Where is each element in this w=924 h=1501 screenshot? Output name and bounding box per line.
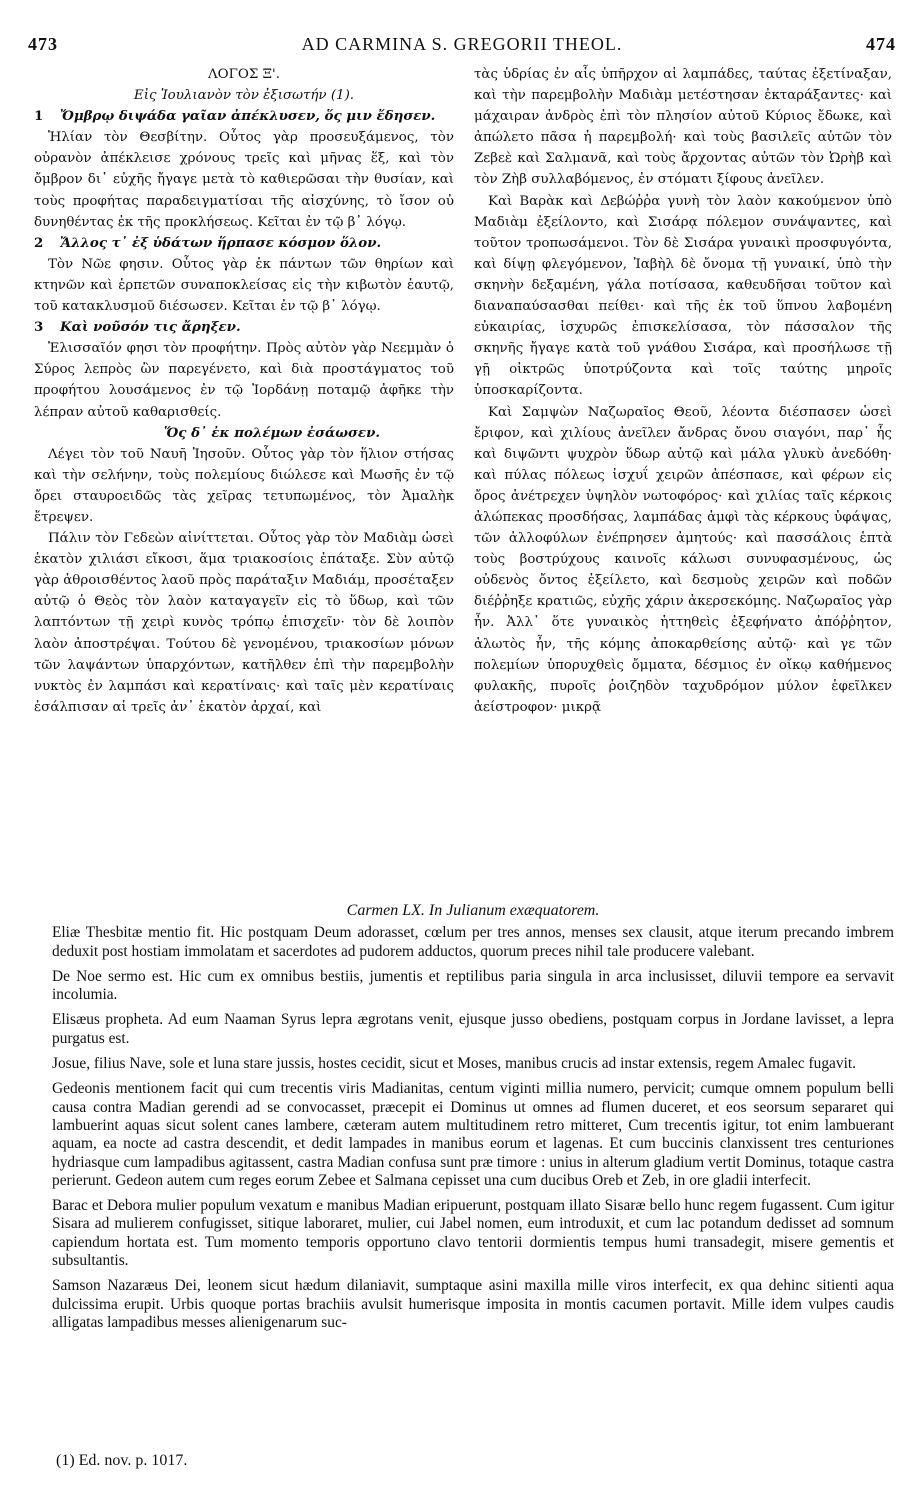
lemma-3 (34, 317, 454, 338)
commentary-paragraph: Ἐλισσαῖόν φησι τὸν προφήτην. Πρὸς αὐτὸν γὰρ Νεεμμὰν ὁ Σύρος λεπρὸς ὢν παρεγένετο, καὶ διὰ προστάγματος τοῦ προφήτου λουσάμενος ἐν τῷ Ἰορδάνῃ ποταμῷ ἀφῆκε τὴν λέπραν αὐτοῦ καθαρισθείς. (34, 341, 454, 420)
running-head (28, 34, 896, 56)
latin-paragraph: Gedeonis mentionem facit qui cum trecentis viris Madianitas, centum viginti millia numero, pervicit; cumque omnem populum belli causa contra Madian gerendi ad se convocasset, præcepit ei Dominus ut omnes ad flumen duceret, et eos seorsum separaret qui lambuerint aquas sicut solent canes lambere, cæteram autem multitudinem retro mitteret, Cum trecentis igitur, tot enim lambuerant aquam, ea nocte ad castra descendit, et dedit lampades in manibus eorum et lagenas. Et cum buccinis clanxissent tres centuriones hydriasque cum lampadibus agitassent, castra Madian confusa sunt præ timore : unius in alterum gladium vertit Dominus, totaque castra perierunt. Gedeon autem cum reges eorum Zebee et Salmana cepisset una cum ducibus Oreb et Zeb, in ore gladii interfecit. (52, 1080, 894, 1189)
lemma-text: Ἄλλος τ᾽ ἐξ ὑδάτων ἥρπασε κόσμον ὅλον. (60, 234, 382, 251)
running-title: AD CARMINA S. GREGORII THEOL. (301, 34, 623, 54)
commentary-paragraph: Καὶ Βαρὰκ καὶ Δεβώῤῥα γυνὴ τὸν λαὸν κακούμενον ὑπὸ Μαδιὰμ ἐξείλοντο, καὶ Σισάρᾳ πόλεμον συνάψαντες, καὶ τοῦτον τροπωσάμενοι. Τὸν δὲ Σισάρα γυναικὶ προσφυγόντα, καὶ δίψῃ φλεγόμενον, Ἰαβὴλ δὲ ὄνομα τῇ γυναικί, ὑπὸ τὴν σκηνὴν δεξαμένη, γάλα ποτίσασα, καθευδῆσαι τοῦτον καὶ διαναπαύσασθαι πείθει· καὶ τῆς ἐκ τοῦ ὕπνου λαβομένη εὐκαιρίας, ἰσχυρῶς ἐπισκελίσασα, τὸν πάσσαλον τῆς σκηνῆς ἤγαγε κατὰ τοῦ γνάθου Σισάρα, καὶ προσήλωσε τῇ γῇ οἰκτρῶς ὑποτρύζοντα καὶ τοῖς ταύτης μηροῖς ὑποσκαρίζοντα. (474, 193, 892, 399)
latin-paragraph: Elisæus propheta. Ad eum Naaman Syrus lepra ægrotans venit, ejusque jusso obediens, postquam corpus in Jordane lavisset, a lepra purgatus est. (52, 1011, 894, 1047)
lemma-text: Ὄμβρῳ διψάδα γαῖαν ἀπέκλυσεν, ὅς μιν ἔδησεν. (60, 108, 436, 125)
latin-paragraph: Eliæ Thesbitæ mentio fit. Hic postquam Deum adorasset, cœlum per tres annos, menses sex clausit, atque iterum precando imbrem deduxit post hostiam immolatam et sacerdotes ad pudorem adductos, quorum preces nihil tale producere valebant. (52, 924, 894, 960)
commentary-paragraph: Λέγει τὸν τοῦ Ναυῆ Ἰησοῦν. Οὗτος γὰρ τὸν ἥλιον στήσας καὶ τὴν σελήνην, τοὺς πολεμίους διώλεσε καὶ Μωσῆς ἐν τῷ ὄρει σταυροειδῶς τὰς χεῖρας τετυπωμένος, τὸν Ἀμαλὴκ ἔτρεψεν. (34, 446, 454, 525)
page-number-left: 473 (28, 34, 58, 54)
lemma-number: 3 (34, 319, 44, 336)
latin-translation (52, 902, 894, 1339)
greek-column-right (474, 64, 892, 718)
page-number-right: 474 (866, 34, 896, 54)
lemma-1 (34, 106, 454, 127)
lemma-text: Καὶ νοῦσόν τις ἄρηξεν. (60, 319, 241, 336)
latin-title: Carmen LX. In Julianum exæquatorem. (346, 902, 600, 919)
lemma-4: Ὅς δ᾽ ἐκ πολέμων ἐσάωσεν. (164, 424, 381, 441)
latin-paragraph: De Noe sermo est. Hic cum ex omnibus bestiis, jumentis et reptilibus paria singula in arca inclusisset, diluvii tempore ea servavit incolumia. (52, 967, 894, 1004)
greek-column-left (34, 64, 454, 718)
lemma-number: 2 (34, 234, 44, 251)
commentary-paragraph: Πάλιν τὸν Γεδεὼν αἰνίττεται. Οὗτος γὰρ τὸν Μαδιὰμ ὡσεὶ ἑκατὸν χιλιάσι εἴκοσι, ἅμα τριακοσίοις ἐπάταξε. Σὺν αὐτῷ γὰρ ἀθροισθέντος λαοῦ πρὸς παράταξιν Μαδιάμ, προσέταξεν αὐτῷ ὁ Θεὸς τὸν λαὸν καταγαγεῖν εἰς τὸ ὕδωρ, καὶ τῶν λαπτόντων τῇ χειρὶ κυνὸς τρόπῳ ἐπισχεῖν· τὸν δὲ λοιπὸν λαὸν ἀποστρέψαι. Τούτου δὲ γενομένου, τριακοσίων μόνων τῶν λαψάντων ὑπαρχόντων, κατῆλθεν ἐπὶ τὴν παρεμβολὴν νυκτὸς ἐν λαμπάσι καὶ κερατίναις· καὶ ταῖς μὲν κερατίναις ἐσάλπισαν αἱ τρεῖς ἀν᾽ ἑκατὸν ἀρχαί, καὶ (34, 531, 454, 715)
section-heading: ΛΟΓΟΣ Ξ'. (207, 67, 280, 82)
latin-paragraph: Josue, filius Nave, sole et luna stare jussis, hostes cecidit, sicut et Moses, manibus crucis ad instar extensis, regem Amalec fugavit. (52, 1055, 856, 1073)
commentary-paragraph: Καὶ Σαμψὼν Ναζωραῖος Θεοῦ, λέοντα διέσπασεν ὡσεὶ ἔριφον, καὶ χιλίους ἀνεῖλεν ἄνδρας ὄνου σιαγόνι, παρ᾽ ἧς καὶ διψῶντι ψυχρὸν ὕδωρ αὐτῷ καὶ μάλα γλυκὺ ἀνεδόθη· καὶ πύλας πόλεως ἰσχυΐ χειρῶν ἀπέσπασε, καὶ φέρων εἰς ὄρος ἀνέτρεχεν ὑψηλὸν νωτοφόρος· καὶ χιλίας ταῖς κέρκοις ἀλώπεκας προσδήσας, λαμπάδας ἀμφὶ τὰς κέρκους ὑφάψας, τῶν ἀλλοφύλων ἐνέπρησεν ἀμητούς· καὶ πασσάλοις ἑπτὰ τοὺς βοστρύχους καινοῖς κάλωσι συνυφασμένους, ὡς οὐδενὸς ὄντος ἐξείλετο, καὶ δεσμοὺς χειρῶν καὶ ποδῶν διέῤῥηξε κρατιῶς, εὐχῆς χάριν ἀκερσεκόμης. Ναζωραῖος γὰρ ἦν. Ἀλλ᾽ ὅτε γυναικὸς ἡττηθεὶς ἐξεφήνατο ἀπόῤῥητον, ἁλωτὸς ἦν, τῆς κόμης ἀποκαρθείσης αὐτῷ· καὶ γε τῶν πολεμίων ὑπορυχθεὶς ὄμματα, δέσμιος ἐν οἴκῳ καθήμενος φυλακῆς, πυροῖς ῥοιζηδὸν ταχυδρόμον μύλον ἐφεῖλκεν ἀείστροφον· μικρᾷ (474, 404, 892, 715)
latin-paragraph: Barac et Debora mulier populum vexatum e manibus Madian eripuerunt, postquam illato Sisaræ bello hunc regem fugassent. Cum igitur Sisara ad mulierem confugisset, sitique laboraret, mulier, cui Jabel nomen, eum introduxit, et cum lac potandum dedisset ad somnum capiendum hortata est. Tum momento temporis opportuno clavo tentorii dormientis tempus humi transadegit, misere gementis et subsultantis. (52, 1197, 894, 1270)
commentary-paragraph: Ἡλίαν τὸν Θεσβίτην. Οὗτος γὰρ προσευξάμενος, τὸν οὐρανὸν ἀπέκλεισε χρόνους τρεῖς καὶ μῆνας ἕξ, καὶ τὸν ὄμβρον δι᾽ εὐχῆς ἤγαγε μετὰ τὸ καθιερῶσαι τὴν θυσίαν, καὶ τοὺς προφήτας παραδειγματίσαι τῆς αἰσχύνης, τὸ ἴσον οὐ δυνηθέντας ἐκ τῆς προκλήσεως. Κεῖται ἐν τῷ β᾽ λόγῳ. (34, 130, 454, 230)
section-subheading: Εἰς Ἰουλιανὸν τὸν ἐξισωτήν (1). (133, 88, 355, 104)
lemma-number: 1 (34, 108, 44, 125)
lemma-2 (34, 233, 454, 254)
commentary-paragraph: τὰς ὑδρίας ἐν αἷς ὑπῆρχον αἱ λαμπάδες, ταύτας ἐξετίναξαν, καὶ τὴν παρεμβολὴν Μαδιὰμ μετέστησαν ἐκταράξαντες· καὶ μάχαιραν ἀνδρὸς ἐπὶ τὸν πλησίον αὐτοῦ Κύριος ἔδωκε, καὶ ἀπώλετο πᾶσα ἡ παρεμβολή· καὶ τοὺς βασιλεῖς αὐτῶν τὸν Ζεβεὲ καὶ Σαλμανᾶ, καὶ τοὺς ἄρχοντας αὐτῶν τὸν Ὠρὴβ καὶ τὸν Ζὴβ συλλαβόμενος, ἐν στόματι ξίφους ἀνεῖλεν. (474, 67, 892, 188)
latin-paragraph: Samson Nazaræus Dei, leonem sicut hædum dilaniavit, sumptaque asini maxilla mille viros interfecit, ex qua dehinc sitienti aqua dulcissima erupit. Urbis quoque portas brachiis avulsit humerisque imposita in montis cacumen portavit. Mille idem vulpes caudis alligatas lampadibus messes alienigenarum suc- (52, 1277, 894, 1331)
commentary-paragraph: Τὸν Νῶε φησιν. Οὗτος γὰρ ἐκ πάντων τῶν θηρίων καὶ κτηνῶν καὶ ἑρπετῶν συναποκλείσας εἰς τὴν κιβωτὸν ἑαυτῷ, τοῦ κατακλυσμοῦ διέσωσεν. Κεῖται ἐν τῷ β᾽ λόγῳ. (34, 256, 454, 315)
footnote: (1) Ed. nov. p. 1017. (56, 1452, 188, 1469)
